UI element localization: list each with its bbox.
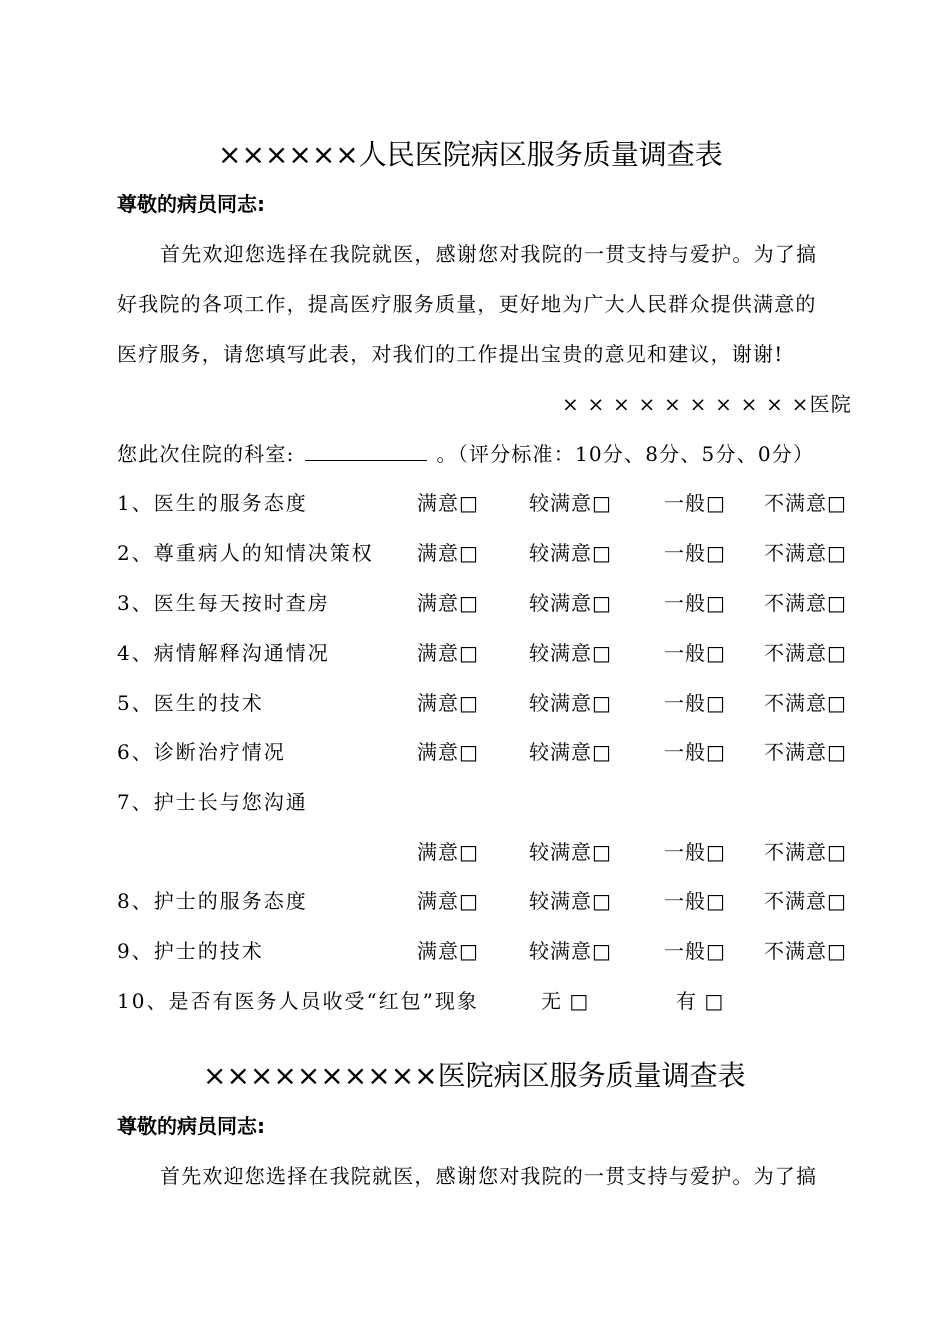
question-4-text: 4、病情解释沟通情况 bbox=[117, 641, 330, 665]
q7-option-fairly-satisfied[interactable]: 较满意□ bbox=[529, 840, 612, 864]
q5-option-unsatisfied[interactable]: 不满意□ bbox=[764, 691, 847, 715]
department-input[interactable] bbox=[305, 442, 427, 461]
form1-intro-line-1: 首先欢迎您选择在我院就医，感谢您对我院的一贯支持与爱护。为了搞 bbox=[160, 242, 818, 266]
form2-salutation: 尊敬的病员同志: bbox=[117, 1114, 265, 1138]
question-9-text: 9、护士的技术 bbox=[117, 939, 264, 963]
q4-option-unsatisfied[interactable]: 不满意□ bbox=[764, 641, 847, 665]
q5-option-average[interactable]: 一般□ bbox=[664, 691, 726, 715]
q7-option-average[interactable]: 一般□ bbox=[664, 840, 726, 864]
q2-option-average[interactable]: 一般□ bbox=[664, 541, 726, 565]
q2-option-unsatisfied[interactable]: 不满意□ bbox=[764, 541, 847, 565]
form2-intro-line-1: 首先欢迎您选择在我院就医，感谢您对我院的一贯支持与爱护。为了搞 bbox=[160, 1164, 818, 1188]
q3-option-satisfied[interactable]: 满意□ bbox=[417, 591, 479, 615]
q3-option-fairly-satisfied[interactable]: 较满意□ bbox=[529, 591, 612, 615]
q1-option-average[interactable]: 一般□ bbox=[664, 491, 726, 515]
scoring-note: 。（评分标准：10分、8分、5分、0分） bbox=[436, 442, 815, 466]
q8-option-fairly-satisfied[interactable]: 较满意□ bbox=[529, 889, 612, 913]
question-3-text: 3、医生每天按时查房 bbox=[117, 591, 330, 615]
form1-intro-line-3: 医疗服务，请您填写此表，对我们的工作提出宝贵的意见和建议，谢谢! bbox=[117, 342, 784, 366]
question-8-text: 8、护士的服务态度 bbox=[117, 889, 308, 913]
q2-option-fairly-satisfied[interactable]: 较满意□ bbox=[529, 541, 612, 565]
question-5-text: 5、医生的技术 bbox=[117, 691, 264, 715]
question-7-text: 7、护士长与您沟通 bbox=[117, 790, 308, 814]
q9-option-unsatisfied[interactable]: 不满意□ bbox=[764, 939, 847, 963]
q8-option-average[interactable]: 一般□ bbox=[664, 889, 726, 913]
q4-option-fairly-satisfied[interactable]: 较满意□ bbox=[529, 641, 612, 665]
form1-signature: × × × × × × × × × ×医院 bbox=[562, 392, 852, 416]
q5-option-satisfied[interactable]: 满意□ bbox=[417, 691, 479, 715]
q3-option-average[interactable]: 一般□ bbox=[664, 591, 726, 615]
department-label: 您此次住院的科室: bbox=[117, 442, 295, 466]
q10-option-no[interactable]: 无 □ bbox=[541, 989, 590, 1013]
question-6-text: 6、诊断治疗情况 bbox=[117, 740, 286, 764]
form1-intro-line-2: 好我院的各项工作，提高医疗服务质量，更好地为广大人民群众提供满意的 bbox=[117, 292, 817, 316]
q5-option-fairly-satisfied[interactable]: 较满意□ bbox=[529, 691, 612, 715]
q3-option-unsatisfied[interactable]: 不满意□ bbox=[764, 591, 847, 615]
form1-title: ××××××人民医院病区服务质量调查表 bbox=[218, 138, 723, 171]
q8-option-unsatisfied[interactable]: 不满意□ bbox=[764, 889, 847, 913]
q7-option-unsatisfied[interactable]: 不满意□ bbox=[764, 840, 847, 864]
question-2-text: 2、尊重病人的知情决策权 bbox=[117, 541, 374, 565]
q2-option-satisfied[interactable]: 满意□ bbox=[417, 541, 479, 565]
form1-salutation: 尊敬的病员同志: bbox=[117, 192, 265, 216]
q10-option-yes[interactable]: 有 □ bbox=[676, 989, 725, 1013]
q9-option-average[interactable]: 一般□ bbox=[664, 939, 726, 963]
q6-option-fairly-satisfied[interactable]: 较满意□ bbox=[529, 740, 612, 764]
q9-option-satisfied[interactable]: 满意□ bbox=[417, 939, 479, 963]
form2-title: ××××××××××医院病区服务质量调查表 bbox=[203, 1059, 746, 1092]
department-row bbox=[117, 438, 814, 467]
q4-option-satisfied[interactable]: 满意□ bbox=[417, 641, 479, 665]
q7-option-satisfied[interactable]: 满意□ bbox=[417, 840, 479, 864]
q8-option-satisfied[interactable]: 满意□ bbox=[417, 889, 479, 913]
q1-option-satisfied[interactable]: 满意□ bbox=[417, 491, 479, 515]
question-10-text: 10、是否有医务人员收受“红包”现象 bbox=[117, 989, 479, 1013]
q1-option-fairly-satisfied[interactable]: 较满意□ bbox=[529, 491, 612, 515]
q6-option-unsatisfied[interactable]: 不满意□ bbox=[764, 740, 847, 764]
q4-option-average[interactable]: 一般□ bbox=[664, 641, 726, 665]
q6-option-satisfied[interactable]: 满意□ bbox=[417, 740, 479, 764]
question-1-text: 1、医生的服务态度 bbox=[117, 491, 308, 515]
q6-option-average[interactable]: 一般□ bbox=[664, 740, 726, 764]
q1-option-unsatisfied[interactable]: 不满意□ bbox=[764, 491, 847, 515]
q9-option-fairly-satisfied[interactable]: 较满意□ bbox=[529, 939, 612, 963]
